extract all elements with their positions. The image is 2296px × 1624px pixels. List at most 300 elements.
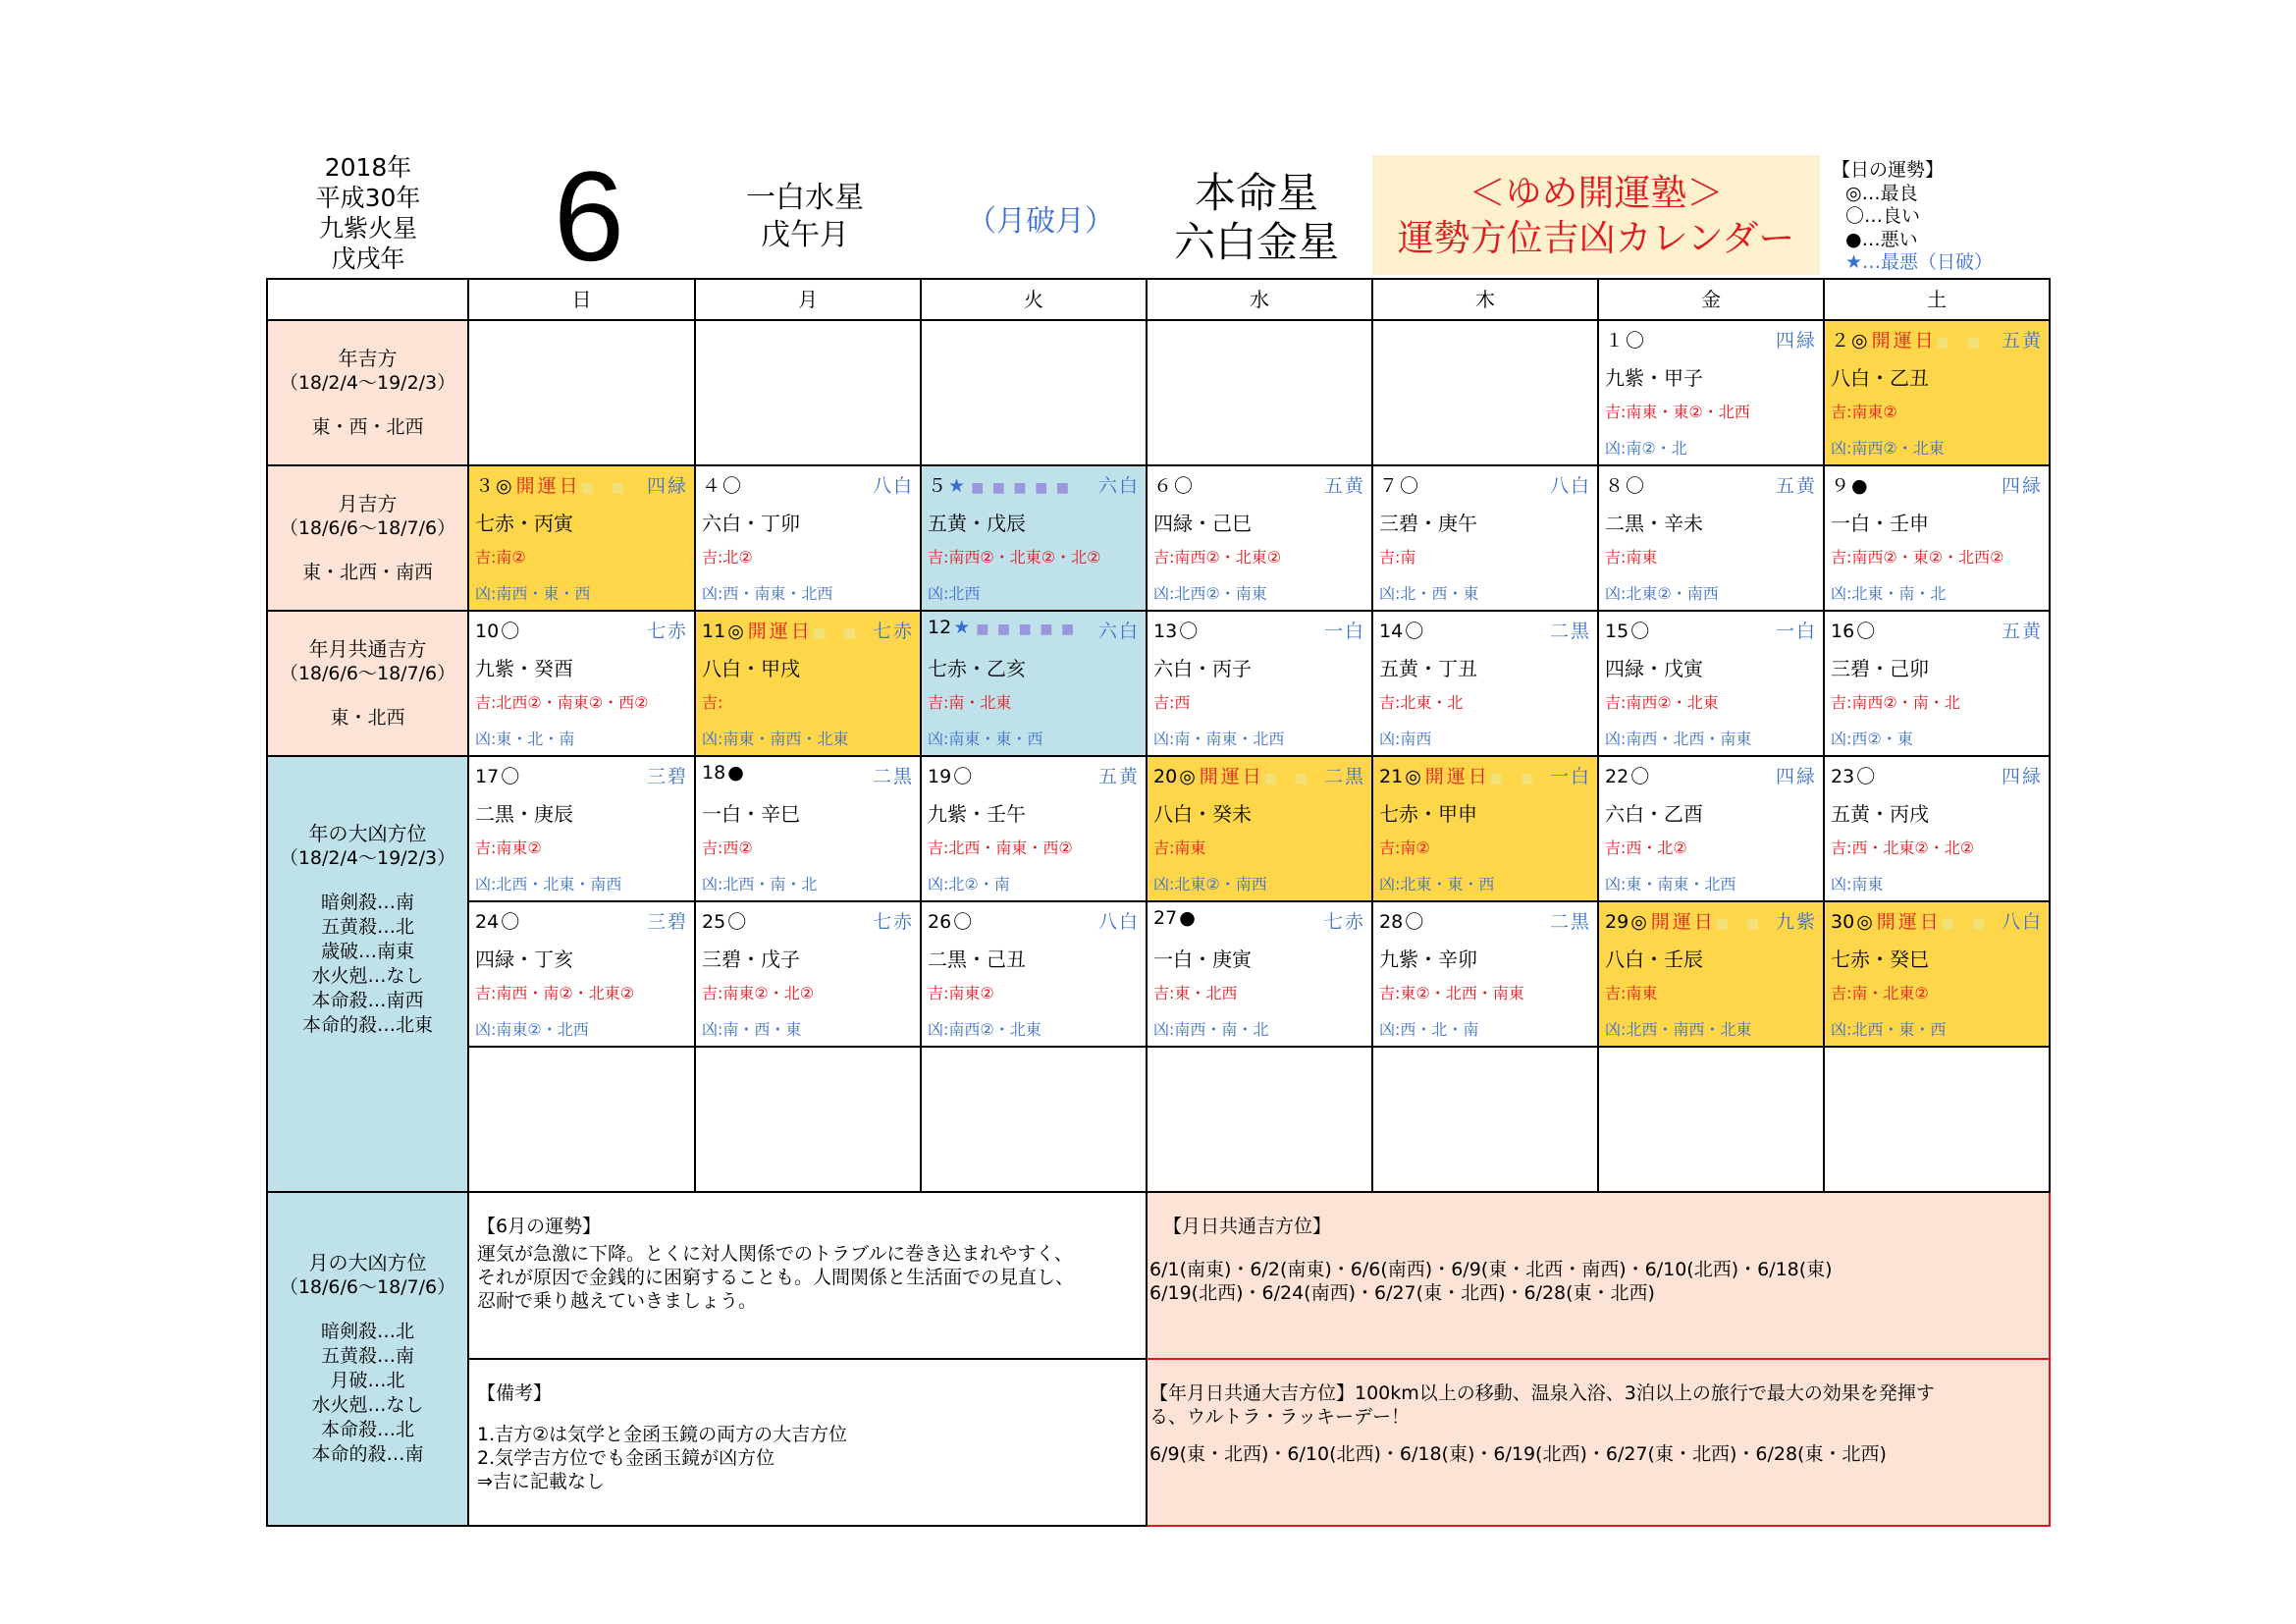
day-header: [928, 617, 1076, 638]
day-content: [696, 612, 920, 755]
lucky-directions: 吉:南西②・北東: [1605, 693, 1719, 712]
kanshi: 七赤・丙寅: [475, 512, 573, 535]
day-header: [1153, 471, 1193, 498]
panel-dirs: 東・西・北西: [311, 415, 424, 438]
common-lucky-panel: [267, 611, 468, 756]
kuyo-star: 二黒: [1549, 911, 1591, 933]
day-cell: [695, 901, 921, 1047]
day-number: 28: [1379, 911, 1404, 933]
unlucky-directions: 凶:北西②・南東: [1153, 584, 1267, 603]
day-header: [475, 907, 519, 934]
day-cell: [1372, 756, 1598, 901]
empty-day-cell: [921, 1047, 1147, 1192]
kanshi: 九紫・壬午: [928, 802, 1026, 826]
ymd-title: 【年月日共通大吉方位】100km以上の移動、温泉入浴、3泊以上の旅行で最大の効果を発揮す: [1149, 1382, 1935, 1404]
decor-blocks: ■ ■: [580, 480, 627, 496]
day-number: 15: [1605, 621, 1629, 642]
year-info: [294, 152, 442, 274]
bad-item: 五黄殺…南: [320, 1345, 414, 1367]
day-number: 18: [702, 762, 726, 784]
day-number: 23: [1831, 766, 1855, 787]
fortune-mark: ◎: [1405, 766, 1421, 787]
fortune-mark: 〇: [1174, 475, 1194, 497]
lucky-directions: 吉:西・北東②・北②: [1831, 839, 1975, 857]
kuyo-star: 四緑: [646, 475, 688, 497]
day-content: [922, 466, 1146, 610]
kanshi: 一白・辛巳: [702, 802, 800, 826]
unlucky-directions: 凶:南②・北: [1605, 439, 1687, 458]
bad-item: 本命殺…南西: [311, 990, 424, 1011]
day-number: 21: [1379, 766, 1404, 787]
month-day-lucky-box: [1147, 1192, 2050, 1359]
panel-dirs: 東・北西: [330, 706, 405, 729]
kanshi: 二黒・己丑: [928, 947, 1026, 971]
kanshi: 二黒・辛未: [1605, 512, 1703, 535]
year-lucky-panel: [267, 320, 468, 465]
kuyo-star: 五黄: [2001, 621, 2043, 642]
fortune-mark: 〇: [953, 766, 973, 787]
legend-worst: ★…最悪（日破）: [1845, 251, 1994, 273]
day-number: 25: [702, 911, 726, 933]
day-content: [922, 902, 1146, 1046]
day-header: [475, 762, 519, 788]
kuyo-star: 一白: [1775, 621, 1817, 642]
empty-day-cell: [1372, 1047, 1598, 1192]
unlucky-directions: 凶:西・北・南: [1379, 1020, 1479, 1039]
unlucky-directions: 凶:南西・北西・南東: [1605, 730, 1752, 748]
fortune-mark: 〇: [501, 621, 520, 642]
honmei-star: [1148, 169, 1364, 267]
kanshi: 三碧・戊子: [702, 947, 800, 971]
legend-bad: ●…悪い: [1845, 228, 1918, 250]
day-cell: [921, 465, 1147, 611]
day-content: [469, 466, 694, 610]
unlucky-directions: 凶:北・西・東: [1379, 584, 1479, 603]
kuyo-star: 二黒: [1549, 621, 1591, 642]
empty-day-cell: [468, 320, 695, 465]
day-number: 27: [1153, 907, 1178, 929]
day-content: [1825, 612, 2049, 755]
day-header: [1605, 617, 1649, 643]
lucky-directions: 吉:南東: [1153, 839, 1206, 857]
panel-range: （18/6/6～18/7/6）: [279, 662, 456, 684]
remark-line: 2.気学吉方位でも金函玉鏡が凶方位: [477, 1447, 775, 1469]
day-cell: [1824, 320, 2050, 465]
day-header: [1379, 617, 1423, 643]
kuyo-star: 六白: [1097, 621, 1140, 642]
md-line: 6/19(北西)・6/24(南西)・6/27(東・北西)・6/28(東・北西): [1149, 1282, 1655, 1304]
ymd-lucky-box: [1147, 1359, 2050, 1526]
day-header: [928, 762, 972, 788]
kanshi: 五黄・戊辰: [928, 512, 1026, 535]
fortune-mark: 〇: [1626, 475, 1645, 497]
weekday-fri: 金: [1598, 279, 1824, 320]
bad-item: 本命的殺…南: [311, 1443, 424, 1465]
lucky-directions: 吉:南東②: [1831, 403, 1897, 421]
month-bad-panel: [267, 1192, 468, 1526]
day-content: [1825, 466, 2049, 610]
day-header: [1831, 907, 1987, 934]
lucky-directions: 吉:: [702, 693, 723, 712]
day-cell: [921, 756, 1147, 901]
day-cell: [921, 901, 1147, 1047]
day-number: 26: [928, 911, 952, 933]
kanshi: 九紫・癸酉: [475, 657, 573, 680]
day-content: [1373, 757, 1597, 900]
panel-range: （18/2/4～19/2/3）: [279, 847, 456, 869]
day-number: 14: [1379, 621, 1404, 642]
day-cell: [1598, 465, 1824, 611]
kuyo-star: 一白: [1549, 766, 1591, 787]
day-header: [1605, 907, 1761, 934]
weekday-sun: 日: [468, 279, 695, 320]
panel-title: 月吉方: [338, 491, 398, 515]
year-line: 2018年: [324, 153, 412, 182]
day-cell: [1372, 465, 1598, 611]
lucky-directions: 吉:南・北東: [928, 693, 1012, 712]
day-content: [1599, 321, 1823, 464]
weekday-mon: 月: [695, 279, 921, 320]
empty-day-cell: [1147, 1047, 1372, 1192]
lucky-directions: 吉:北東・北: [1379, 693, 1464, 712]
day-content: [1373, 902, 1597, 1046]
fortune-mark: 〇: [1179, 621, 1199, 642]
day-cell: [1147, 611, 1372, 756]
day-content: [1373, 466, 1597, 610]
kanshi: 六白・丁卯: [702, 512, 800, 535]
kanshi: 三碧・庚午: [1379, 512, 1477, 535]
day-header: [1605, 762, 1649, 788]
fortune-mark: ★: [953, 617, 971, 638]
legend-good: 〇…良い: [1845, 205, 1921, 227]
fortune-line: 忍耐で乗り越えていきましょう。: [477, 1290, 758, 1312]
fortune-mark: ●: [1851, 475, 1868, 497]
day-number: ９: [1831, 475, 1850, 497]
day-header: [1831, 617, 1875, 643]
decor-blocks: ■ ■: [1936, 335, 1983, 351]
day-cell: [468, 611, 695, 756]
day-header: [702, 617, 858, 643]
bad-item: 月破…北: [330, 1370, 405, 1391]
kuyo-star: 七赤: [1323, 911, 1365, 933]
lucky-directions: 吉:西②: [702, 839, 753, 857]
kanshi: 七赤・癸巳: [1831, 947, 1929, 971]
day-number: 12: [928, 617, 952, 638]
day-number: 16: [1831, 621, 1855, 642]
unlucky-directions: 凶:南西・南・北: [1153, 1020, 1269, 1039]
day-content: [469, 612, 694, 755]
day-content: [469, 757, 694, 900]
kuyo-star: 三碧: [646, 911, 688, 933]
unlucky-directions: 凶:北西・南・北: [702, 875, 818, 893]
kaiun-label: 開運日: [1650, 911, 1716, 933]
empty-day-cell: [1147, 320, 1372, 465]
day-cell: [921, 611, 1147, 756]
day-header: [1831, 471, 1868, 498]
lucky-directions: 吉:東②・北西・南東: [1379, 984, 1524, 1002]
weekday-sat: 土: [1824, 279, 2050, 320]
kuyo-star: 五黄: [1323, 475, 1365, 497]
day-header: [475, 471, 626, 498]
kanshi: 五黄・丁丑: [1379, 657, 1477, 680]
day-cell: [695, 756, 921, 901]
unlucky-directions: 凶:北東・南・北: [1831, 584, 1947, 603]
month-star: [707, 180, 903, 254]
fortune-mark: 〇: [953, 911, 973, 933]
kaiun-label: 開運日: [1871, 330, 1937, 352]
unlucky-directions: 凶:北東・東・西: [1379, 875, 1495, 893]
kanshi: 四緑・己巳: [1153, 512, 1252, 535]
ymd-line: 6/9(東・北西)・6/10(北西)・6/18(東)・6/19(北西)・6/27(東・北西)・6/28(東・北西): [1149, 1443, 1887, 1465]
kanshi: 二黒・庚辰: [475, 802, 573, 826]
lucky-directions: 吉:南西②・東②・北西②: [1831, 548, 2004, 567]
unlucky-directions: 凶:南東: [1831, 875, 1884, 893]
title-banner: [1372, 155, 1820, 275]
kanshi: 四緑・戊寅: [1605, 657, 1703, 680]
day-cell: [1598, 320, 1824, 465]
kanshi: 七赤・甲申: [1379, 802, 1477, 826]
fortune-mark: 〇: [1630, 621, 1650, 642]
lucky-directions: 吉:南西②・北東②・北②: [928, 548, 1101, 567]
bad-item: 水火剋…なし: [311, 1394, 424, 1416]
day-content: [1825, 321, 2049, 464]
day-cell: [695, 465, 921, 611]
kaiun-label: 開運日: [515, 475, 581, 497]
unlucky-directions: 凶:南・南東・北西: [1153, 730, 1285, 748]
lucky-directions: 吉:南東②: [928, 984, 994, 1002]
day-number: ８: [1605, 475, 1625, 497]
md-line: 6/1(南東)・6/2(南東)・6/6(南西)・6/9(東・北西・南西)・6/10(北西)・6/18(東): [1149, 1259, 1833, 1280]
day-number: 11: [702, 621, 726, 642]
fortune-mark: 〇: [1400, 475, 1419, 497]
kanshi: 四緑・丁亥: [475, 947, 573, 971]
kanshi: 六白・乙酉: [1605, 802, 1703, 826]
day-header: [702, 762, 744, 784]
bad-item: 本命的殺…北東: [301, 1014, 433, 1036]
kuyo-star: 六白: [1097, 475, 1140, 497]
month-star-line: 一白水星: [746, 181, 864, 215]
kaiun-label: 開運日: [1876, 911, 1942, 933]
empty-day-cell: [468, 1047, 695, 1192]
kuyo-star: 二黒: [1323, 766, 1365, 787]
day-number: 29: [1605, 911, 1629, 933]
unlucky-directions: 凶:北西・南西・北東: [1605, 1020, 1752, 1039]
day-cell: [1824, 756, 2050, 901]
fortune-mark: ◎: [1851, 330, 1868, 352]
kanshi: 七赤・乙亥: [928, 657, 1026, 680]
day-cell: [1147, 465, 1372, 611]
fortune-mark: ◎: [727, 621, 744, 642]
kanshi: 八白・壬辰: [1605, 947, 1703, 971]
unlucky-directions: 凶:南東②・北西: [475, 1020, 589, 1039]
fortune-mark: 〇: [1630, 766, 1650, 787]
remark-line: ⇒吉に記載なし: [477, 1471, 605, 1492]
fortune-mark: ●: [1179, 907, 1196, 929]
day-content: [1148, 466, 1371, 610]
kaiun-label: 開運日: [1199, 766, 1264, 787]
decor-blocks: ■ ■: [1263, 771, 1310, 786]
weekday-thu: 木: [1372, 279, 1598, 320]
day-header: [1153, 617, 1198, 643]
day-cell: [1598, 901, 1824, 1047]
day-header: [1379, 907, 1423, 934]
unlucky-directions: 凶:南東・南西・北東: [702, 730, 849, 748]
ymd-title-2: る、ウルトラ・ラッキーデー！: [1149, 1406, 1411, 1428]
fortune-mark: 〇: [1626, 330, 1645, 352]
kanshi: 八白・癸未: [1153, 802, 1252, 826]
day-content: [1148, 612, 1371, 755]
decor-blocks: ■ ■: [1489, 771, 1536, 786]
day-header: [702, 907, 746, 934]
day-number: ４: [702, 475, 721, 497]
calendar-grid: [266, 278, 2051, 1527]
kuyo-star: 一白: [1323, 621, 1365, 642]
bad-item: 水火剋…なし: [311, 965, 424, 987]
fortune-mark: 〇: [1856, 766, 1876, 787]
day-number: 22: [1605, 766, 1629, 787]
kuyo-star: 七赤: [872, 911, 914, 933]
weekday-wed: 水: [1147, 279, 1372, 320]
kuyo-star: 四緑: [1775, 766, 1817, 787]
day-cell: [695, 611, 921, 756]
day-content: [469, 902, 694, 1046]
day-content: [1599, 757, 1823, 900]
day-header: [1831, 762, 1875, 788]
unlucky-directions: 凶:北西: [928, 584, 981, 603]
day-cell: [1824, 611, 2050, 756]
kuyo-star: 五黄: [1775, 475, 1817, 497]
unlucky-directions: 凶:東・南東・北西: [1605, 875, 1736, 893]
bad-item: 暗剣殺…南: [320, 892, 414, 913]
unlucky-directions: 凶:西・南東・北西: [702, 584, 833, 603]
day-cell: [1824, 901, 2050, 1047]
unlucky-directions: 凶:南西・東・西: [475, 584, 591, 603]
day-content: [696, 757, 920, 900]
empty-day-cell: [1824, 1047, 2050, 1192]
day-number: ３: [475, 475, 495, 497]
kanshi: 六白・丙子: [1153, 657, 1252, 680]
lucky-directions: 吉:南東: [1605, 984, 1658, 1002]
fortune-mark: ◎: [1179, 766, 1196, 787]
day-cell: [1372, 901, 1598, 1047]
unlucky-directions: 凶:北東②・南西: [1605, 584, 1719, 603]
panel-range: （18/6/6～18/7/6）: [279, 516, 456, 539]
lucky-directions: 吉:南西・南②・北東②: [475, 984, 635, 1002]
corner-cell: [267, 279, 468, 320]
kaiun-label: 開運日: [1424, 766, 1490, 787]
lucky-directions: 吉:北西②・南東②・西②: [475, 693, 649, 712]
fortune-mark: 〇: [727, 911, 747, 933]
bad-item: 五黄殺…北: [320, 916, 414, 938]
empty-day-cell: [1372, 320, 1598, 465]
fortune-mark: ◎: [1630, 911, 1647, 933]
decor-blocks: ■ ■ ■ ■ ■: [976, 622, 1077, 637]
kanshi: 八白・甲戌: [702, 657, 800, 680]
day-header: [475, 617, 519, 643]
lucky-directions: 吉:南西②・南・北: [1831, 693, 1960, 712]
lucky-directions: 吉:南・北東②: [1831, 984, 1929, 1002]
day-number: ２: [1831, 330, 1850, 352]
kanshi: 九紫・甲子: [1605, 366, 1703, 390]
panel-title: 年月共通吉方: [308, 636, 427, 661]
legend-best: ◎…最良: [1845, 182, 1918, 204]
remarks-box: [468, 1359, 1147, 1526]
unlucky-directions: 凶:北②・南: [928, 875, 1010, 893]
unlucky-directions: 凶:南西②・北東: [928, 1020, 1041, 1039]
day-cell: [1598, 756, 1824, 901]
kuyo-star: 三碧: [646, 766, 688, 787]
fortune-mark: 〇: [722, 475, 742, 497]
lucky-directions: 吉:北西・南東・西②: [928, 839, 1073, 857]
decor-blocks: ■ ■: [812, 625, 859, 641]
year-line: 九紫火星: [318, 214, 417, 243]
day-number: 30: [1831, 911, 1855, 933]
remark-line: 1.吉方②は気学と金函玉鏡の両方の大吉方位: [477, 1424, 848, 1445]
kuyo-star: 四緑: [2001, 475, 2043, 497]
day-number: 24: [475, 911, 500, 933]
empty-day-cell: [921, 320, 1147, 465]
fortune-mark: ★: [948, 475, 966, 497]
year-line: 戊戌年: [331, 244, 405, 273]
day-header: [928, 471, 1071, 498]
fortune-mark: 〇: [1405, 911, 1424, 933]
day-number: 19: [928, 766, 952, 787]
fortune-mark: ●: [727, 762, 744, 784]
day-content: [1599, 466, 1823, 610]
unlucky-directions: 凶:北東②・南西: [1153, 875, 1267, 893]
day-content: [922, 757, 1146, 900]
remarks-title: 【備考】: [477, 1382, 553, 1404]
kuyo-star: 五黄: [2001, 330, 2043, 352]
kuyo-star: 五黄: [1097, 766, 1140, 787]
decor-blocks: ■ ■ ■ ■ ■: [971, 480, 1072, 496]
empty-day-cell: [695, 320, 921, 465]
panel-range: （18/2/4～19/2/3）: [279, 371, 456, 394]
day-cell: [1372, 611, 1598, 756]
lucky-directions: 吉:南東: [1605, 548, 1658, 567]
kuyo-star: 四緑: [2001, 766, 2043, 787]
day-header: [1831, 326, 1982, 352]
lucky-directions: 吉:南東②・北②: [702, 984, 815, 1002]
day-number: １: [1605, 330, 1625, 352]
day-cell: [1598, 611, 1824, 756]
day-header: [928, 907, 972, 934]
lucky-directions: 吉:南: [1379, 548, 1416, 567]
gappa-label: （月破月）: [967, 204, 1114, 239]
fortune-mark: 〇: [1856, 621, 1876, 642]
decor-blocks: ■ ■: [1715, 916, 1762, 932]
fortune-mark: 〇: [501, 911, 520, 933]
empty-day-cell: [1598, 1047, 1824, 1192]
unlucky-directions: 凶:北西・東・西: [1831, 1020, 1947, 1039]
day-number: 20: [1153, 766, 1178, 787]
month-lucky-panel: [267, 465, 468, 611]
banner-line: ＜ゆめ開運塾＞: [1468, 172, 1724, 214]
bad-item: 暗剣殺…北: [320, 1321, 414, 1342]
day-cell: [468, 901, 695, 1047]
day-number: 10: [475, 621, 500, 642]
lucky-directions: 吉:北②: [702, 548, 753, 567]
day-cell: [468, 756, 695, 901]
day-number: ６: [1153, 475, 1173, 497]
unlucky-directions: 凶:東・北・南: [475, 730, 575, 748]
fortune-mark: ◎: [496, 475, 512, 497]
fortune-line: 運気が急激に下降。とくに対人関係でのトラブルに巻き込まれやすく、: [477, 1243, 1073, 1265]
decor-blocks: ■ ■: [1941, 916, 1988, 932]
kanshi: 一白・庚寅: [1153, 947, 1252, 971]
panel-title: 年の大凶方位: [308, 822, 427, 845]
kuyo-star: 八白: [2001, 911, 2043, 933]
